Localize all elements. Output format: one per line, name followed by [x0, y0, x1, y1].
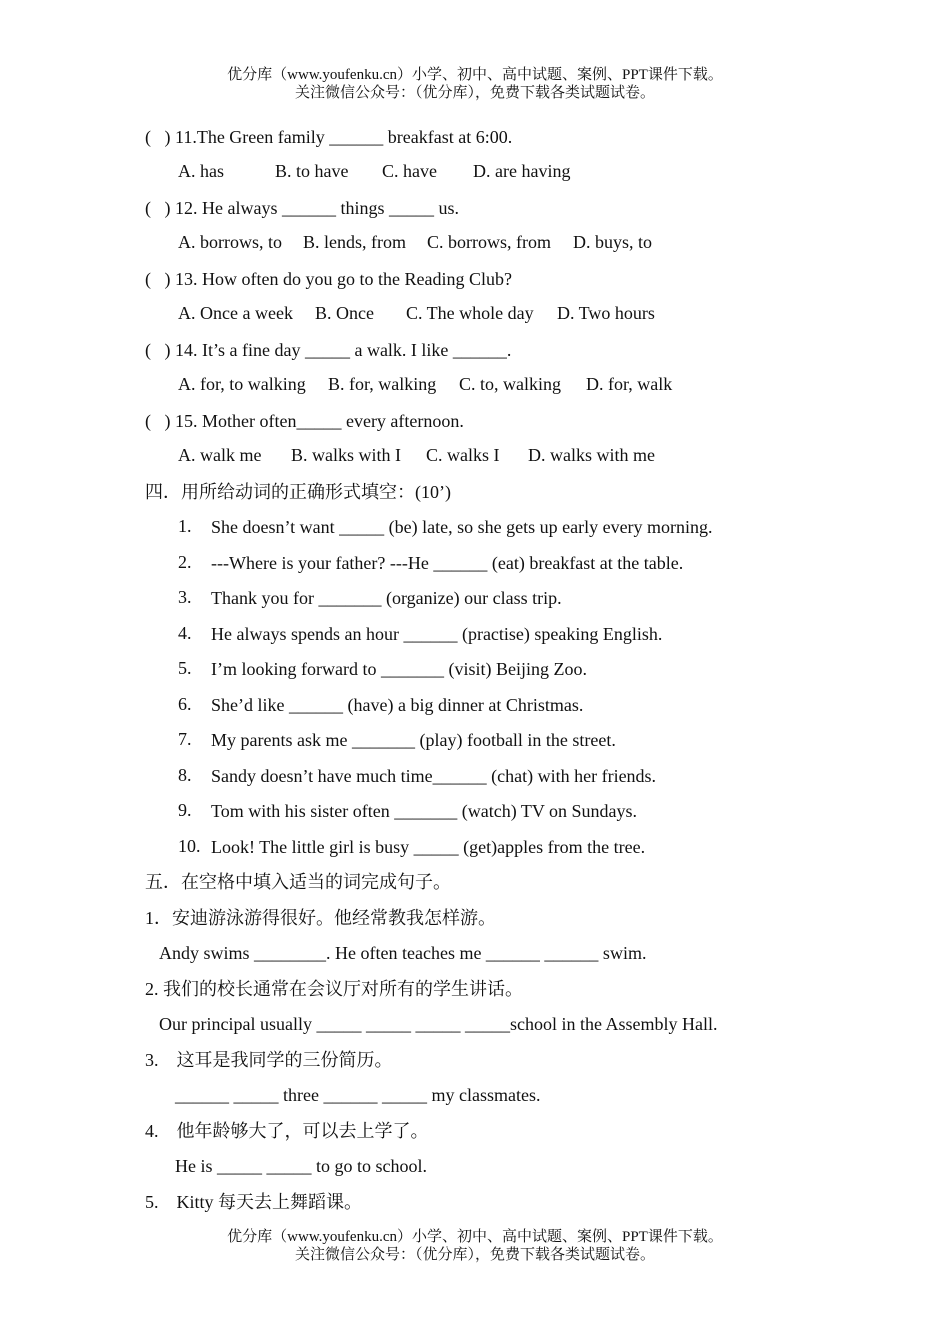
s4-item-8-text: Sandy doesn’t have much time______ (chat) with her friends.: [211, 766, 657, 786]
s4-item-8-number: 8.: [178, 765, 192, 785]
s5-item-2-english: Our principal usually _____ _____ _____ _____school in the Assembly Hall.: [159, 1014, 718, 1034]
q11-option-a: A. has: [178, 161, 224, 181]
s5-item-3-chinese: 3. 这耳是我同学的三份简历。: [145, 1050, 393, 1070]
s5-item-1-chinese: 1．安迪游泳游得很好。他经常教我怎样游。: [145, 908, 496, 928]
q15-option-a: A. walk me: [178, 445, 262, 465]
section-4-title: 四．用所给动词的正确形式填空：(10’): [145, 482, 451, 502]
q11-option-c: C. have: [382, 161, 437, 181]
q15-option-c: C. walks I: [426, 445, 500, 465]
q13-option-b: B. Once: [315, 303, 374, 323]
question-11: ( ) 11.The Green family ______ breakfast at 6:00.: [145, 127, 513, 147]
q14-option-d: D. for, walk: [586, 374, 673, 394]
q15-option-b: B. walks with I: [291, 445, 401, 465]
s4-item-1-number: 1.: [178, 516, 192, 536]
question-15: ( ) 15. Mother often_____ every afternoon.: [145, 411, 464, 431]
section-5-title: 五．在空格中填入适当的词完成句子。: [145, 872, 451, 892]
s4-item-3-text: Thank you for _______ (organize) our class trip.: [211, 588, 562, 608]
s4-item-10-number: 10.: [178, 836, 201, 856]
q13-option-c: C. The whole day: [406, 303, 534, 323]
q11-option-b: B. to have: [275, 161, 349, 181]
q12-option-d: D. buys, to: [573, 232, 653, 252]
s4-item-6-text: She’d like ______ (have) a big dinner at Christmas.: [211, 695, 584, 715]
s5-item-2-chinese: 2. 我们的校长通常在会议厅对所有的学生讲话。: [145, 979, 523, 999]
s4-item-7-text: My parents ask me _______ (play) football in the street.: [211, 730, 616, 750]
q12-option-c: C. borrows, from: [427, 232, 551, 252]
s4-item-7-number: 7.: [178, 729, 192, 749]
q14-option-c: C. to, walking: [459, 374, 561, 394]
question-12: ( ) 12. He always ______ things _____ us.: [145, 198, 459, 218]
s4-item-1-text: She doesn’t want _____ (be) late, so she gets up early every morning.: [211, 517, 713, 537]
q12-option-b: B. lends, from: [303, 232, 406, 252]
q11-option-d: D. are having: [473, 161, 571, 181]
q14-option-b: B. for, walking: [328, 374, 437, 394]
question-13: ( ) 13. How often do you go to the Reading Club?: [145, 269, 512, 289]
q12-option-a: A. borrows, to: [178, 232, 282, 252]
page-header: [0, 66, 950, 102]
s4-item-2-text: ---Where is your father? ---He ______ (eat) breakfast at the table.: [211, 553, 684, 573]
footer-line-1: 优分库（www.youfenku.cn）小学、初中、高中试题、案例、PPT课件下载。: [227, 1229, 723, 1245]
s5-item-3-english: ______ _____ three ______ _____ my classmates.: [175, 1085, 541, 1105]
question-14: ( ) 14. It’s a fine day _____ a walk. I like ______.: [145, 340, 512, 360]
page-footer: [0, 1228, 950, 1264]
q14-option-a: A. for, to walking: [178, 374, 306, 394]
s4-item-9-text: Tom with his sister often _______ (watch) TV on Sundays.: [211, 801, 638, 821]
s5-item-4-english: He is _____ _____ to go to school.: [175, 1156, 427, 1176]
q15-option-d: D. walks with me: [528, 445, 655, 465]
s5-item-1-english: Andy swims ________. He often teaches me ______ ______ swim.: [159, 943, 647, 963]
s4-item-4-number: 4.: [178, 623, 192, 643]
q13-option-d: D. Two hours: [557, 303, 655, 323]
header-line-2: 关注微信公众号：（优分库），免费下载各类试题试卷。: [294, 85, 655, 101]
footer-line-2: 关注微信公众号：（优分库），免费下载各类试题试卷。: [294, 1247, 655, 1263]
q13-option-a: A. Once a week: [178, 303, 293, 323]
s5-item-4-chinese: 4. 他年龄够大了，可以去上学了。: [145, 1121, 429, 1141]
s4-item-2-number: 2.: [178, 552, 192, 572]
s4-item-4-text: He always spends an hour ______ (practise) speaking English.: [211, 624, 663, 644]
s4-item-6-number: 6.: [178, 694, 192, 714]
s5-item-5-chinese: 5. Kitty 每天去上舞蹈课。: [145, 1192, 363, 1212]
s4-item-9-number: 9.: [178, 800, 192, 820]
s4-item-5-number: 5.: [178, 658, 192, 678]
header-line-1: 优分库（www.youfenku.cn）小学、初中、高中试题、案例、PPT课件下载。: [227, 67, 723, 83]
s4-item-5-text: I’m looking forward to _______ (visit) Beijing Zoo.: [211, 659, 587, 679]
s4-item-10-text: Look! The little girl is busy _____ (get)apples from the tree.: [211, 837, 646, 857]
s4-item-3-number: 3.: [178, 587, 192, 607]
